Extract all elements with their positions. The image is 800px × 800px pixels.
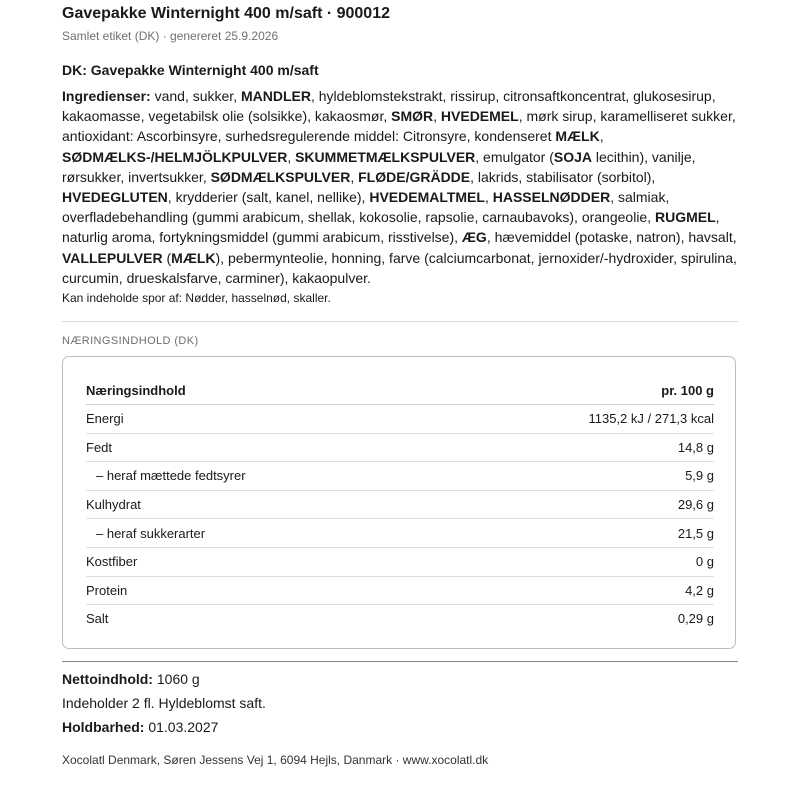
nutrition-row xyxy=(86,462,714,491)
divider xyxy=(62,321,738,322)
ingredient-text: , hævemiddel (potaske, natron), havsalt, xyxy=(486,229,737,246)
nutrient-value: 0 g xyxy=(438,547,714,576)
nutrition-row xyxy=(86,576,714,605)
page-title: Gavepakke Winternight 400 m/saft · 900012 xyxy=(62,5,390,22)
ingredient-text: , hyldeblomstekstrakt, rissirup, citronsaftkoncentrat, glukosesirup, kakaomasse, vegetabilsk olie (solsikke), kakaosmør, xyxy=(62,88,716,125)
best-before-value: 01.03.2027 xyxy=(144,719,219,735)
allergen-text: SOJA xyxy=(553,148,592,165)
allergen-text: VALLEPULVER xyxy=(62,249,163,266)
ingredient-text: , xyxy=(599,128,604,145)
ingredient-text: , xyxy=(433,108,441,125)
ingredient-text: , lakrids, stabilisator (sorbitol), xyxy=(470,168,656,185)
nutrition-row xyxy=(86,519,714,548)
allergen-text: SØDMÆLKS-/HELMJÖLKPULVER xyxy=(62,148,288,165)
net-content-value: 1060 g xyxy=(152,671,200,687)
allergen-text: SMØR xyxy=(391,108,434,125)
allergen-text: ÆG xyxy=(461,229,487,246)
ingredients-text xyxy=(62,88,737,286)
nutrient-name: Kulhydrat xyxy=(86,490,438,519)
nutrient-value: 14,8 g xyxy=(438,433,714,462)
ingredient-text: , xyxy=(484,189,493,206)
nutrition-row xyxy=(86,605,714,633)
nutrition-section-label: NÆRINGSINDHOLD (DK) xyxy=(62,335,199,347)
ingredients-paragraph xyxy=(62,86,738,288)
nutrient-value: 29,6 g xyxy=(438,490,714,519)
nutrition-row xyxy=(86,433,714,462)
ingredient-text: , xyxy=(350,168,359,185)
nutrient-name: – heraf sukkerarter xyxy=(86,519,438,548)
ingredient-text: vand, sukker, xyxy=(150,88,241,104)
nutrient-name: – heraf mættede fedtsyrer xyxy=(86,462,438,491)
ingredient-text: , mørk sirup, karamelliseret sukker, antioxidant: Ascorbinsyre, surhedsregulerende middel: Citronsyre, kondenseret xyxy=(62,108,736,145)
nutrition-table-card xyxy=(62,356,736,649)
net-content-label: Nettoindhold: xyxy=(62,671,153,687)
nutrition-row xyxy=(86,490,714,519)
allergen-text: SØDMÆLKSPULVER xyxy=(210,168,351,185)
company-footer: Xocolatl Denmark, Søren Jessens Vej 1, 6094 Hejls, Danmark · www.xocolatl.dk xyxy=(62,753,489,767)
nutrition-table xyxy=(86,376,714,633)
allergen-text: HVEDEMALTMEL xyxy=(369,189,485,206)
allergen-text: MANDLER xyxy=(240,88,311,104)
page-subtitle: Samlet etiket (DK) · genereret 25.9.2026 xyxy=(62,29,279,43)
ingredient-text: , naturlig aroma, fortykningsmiddel (gummi arabicum, risstivelse), xyxy=(62,209,720,246)
divider xyxy=(62,661,738,662)
best-before-label: Holdbarhed: xyxy=(62,719,145,735)
nutrient-name: Fedt xyxy=(86,433,438,462)
traces-note: Kan indeholde spor af: Nødder, hasselnød, skaller. xyxy=(62,291,331,305)
nutrient-name: Salt xyxy=(86,611,109,627)
best-before xyxy=(62,719,218,735)
ingredient-text: , krydderier (salt, kanel, nellike), xyxy=(167,189,370,206)
nutrient-value: 21,5 g xyxy=(438,519,714,548)
nutrition-header-name: Næringsindhold xyxy=(86,376,438,405)
ingredient-text: lecithin), vanilje, rørsukker, invertsukker, xyxy=(62,148,696,185)
ingredient-text: , xyxy=(287,148,296,165)
net-content xyxy=(62,671,200,687)
allergen-text: MÆLK xyxy=(555,128,600,145)
nutrient-name: Kostfiber xyxy=(86,547,438,576)
nutrition-header-row xyxy=(86,376,714,405)
nutrient-value: 1135,2 kJ / 271,3 kcal xyxy=(438,405,714,434)
ingredient-text: ( xyxy=(162,249,172,266)
nutrition-row xyxy=(86,405,714,434)
allergen-text: HVEDEGLUTEN xyxy=(62,189,168,206)
nutrient-value: 4,2 g xyxy=(438,576,714,605)
allergen-text: SKUMMETMÆLKSPULVER xyxy=(295,148,476,165)
contains-note: Indeholder 2 fl. Hyldeblomst saft. xyxy=(62,695,266,711)
ingredient-text: , emulgator ( xyxy=(475,148,554,165)
nutrient-name: Protein xyxy=(86,576,438,605)
ingredients-label: Ingredienser: xyxy=(62,88,151,104)
allergen-text: HVEDEMEL xyxy=(440,108,519,125)
nutrient-value: 5,9 g xyxy=(438,462,714,491)
nutrition-header-value: pr. 100 g xyxy=(438,376,714,405)
ingredient-text: , salmiak, overfladebehandling (gummi arabicum, shellak, kokosolie, rapsolie, carnaubavoks), orangeolie, xyxy=(62,189,670,226)
allergen-text: MÆLK xyxy=(171,249,216,266)
allergen-text: FLØDE/GRÄDDE xyxy=(358,168,471,185)
ingredient-text: ), pebermynteolie, honning, farve (calciumcarbonat, jernoxider/-hydroxider, spirulina, curcumin, drueskalsfarve, carminer), kakaopulver. xyxy=(62,249,737,286)
nutrient-name: Energi xyxy=(86,405,438,434)
allergen-text: HASSELNØDDER xyxy=(492,189,611,206)
product-heading: DK: Gavepakke Winternight 400 m/saft xyxy=(62,62,319,78)
nutrient-value: 0,29 g xyxy=(677,611,714,627)
allergen-text: RUGMEL xyxy=(655,209,716,226)
nutrition-row xyxy=(86,547,714,576)
